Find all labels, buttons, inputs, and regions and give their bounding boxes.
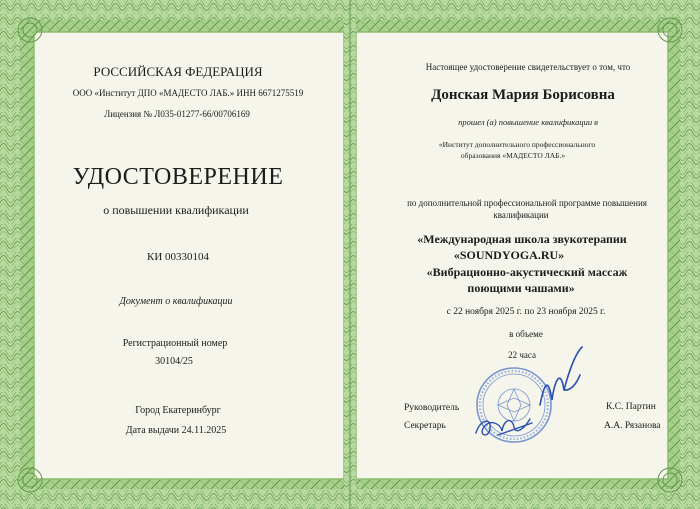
organization-line: ООО «Институт ДПО «МАДЕСТО ЛАБ.» ИНН 6671275519 (72, 88, 304, 98)
country-title: РОССИЙСКАЯ ФЕДЕРАЦИЯ (93, 64, 263, 79)
head-label: Руководитель (404, 403, 460, 413)
institution-line-2: образования «МАДЕСТО ЛАБ.» (460, 151, 566, 160)
document-type: Документ о квалификации (119, 296, 233, 307)
course-line-4: поющими чашами» (467, 281, 575, 295)
program-line-2: квалификации (493, 210, 549, 220)
recipient-name: Донская Мария Борисовна (431, 87, 615, 103)
program-line-1: по дополнительной профессиональной программе повышения (407, 198, 647, 208)
secretary-signature-icon (470, 405, 540, 445)
volume-label: в объеме (509, 329, 543, 339)
course-dates: с 22 ноября 2025 г. по 23 ноября 2025 г. (446, 307, 606, 317)
intro-line: Настоящее удостоверение свидетельствует о том, что (425, 62, 631, 72)
course-line-2: «SOUNDYOGA.RU» (453, 248, 565, 262)
secretary-name: А.А. Рязанова (604, 421, 661, 431)
course-line-3: «Вибрационно-акустический массаж (426, 265, 628, 279)
license-line: Лицензия № Л035-01277-66/00706169 (104, 109, 250, 119)
issue-date: Дата выдачи 24.11.2025 (125, 425, 227, 436)
course-line-1: «Международная школа звукотерапии (417, 232, 627, 246)
document-subtitle: о повышении квалификации (103, 203, 249, 217)
institution-line-1: «Институт дополнительного профессионального (438, 140, 596, 149)
city: Город Екатеринбург (135, 405, 221, 416)
document-title: УДОСТОВЕРЕНИЕ (72, 164, 284, 190)
passed-line: прошел (а) повышение квалификации в (458, 117, 598, 127)
registration-number: 30104/25 (155, 356, 193, 367)
certificate-number: КИ 00330104 (146, 251, 210, 263)
secretary-label: Секретарь (404, 421, 446, 431)
head-name: К.С. Партин (606, 402, 656, 412)
registration-label: Регистрационный номер (122, 338, 228, 349)
hours: 22 часа (508, 350, 536, 360)
